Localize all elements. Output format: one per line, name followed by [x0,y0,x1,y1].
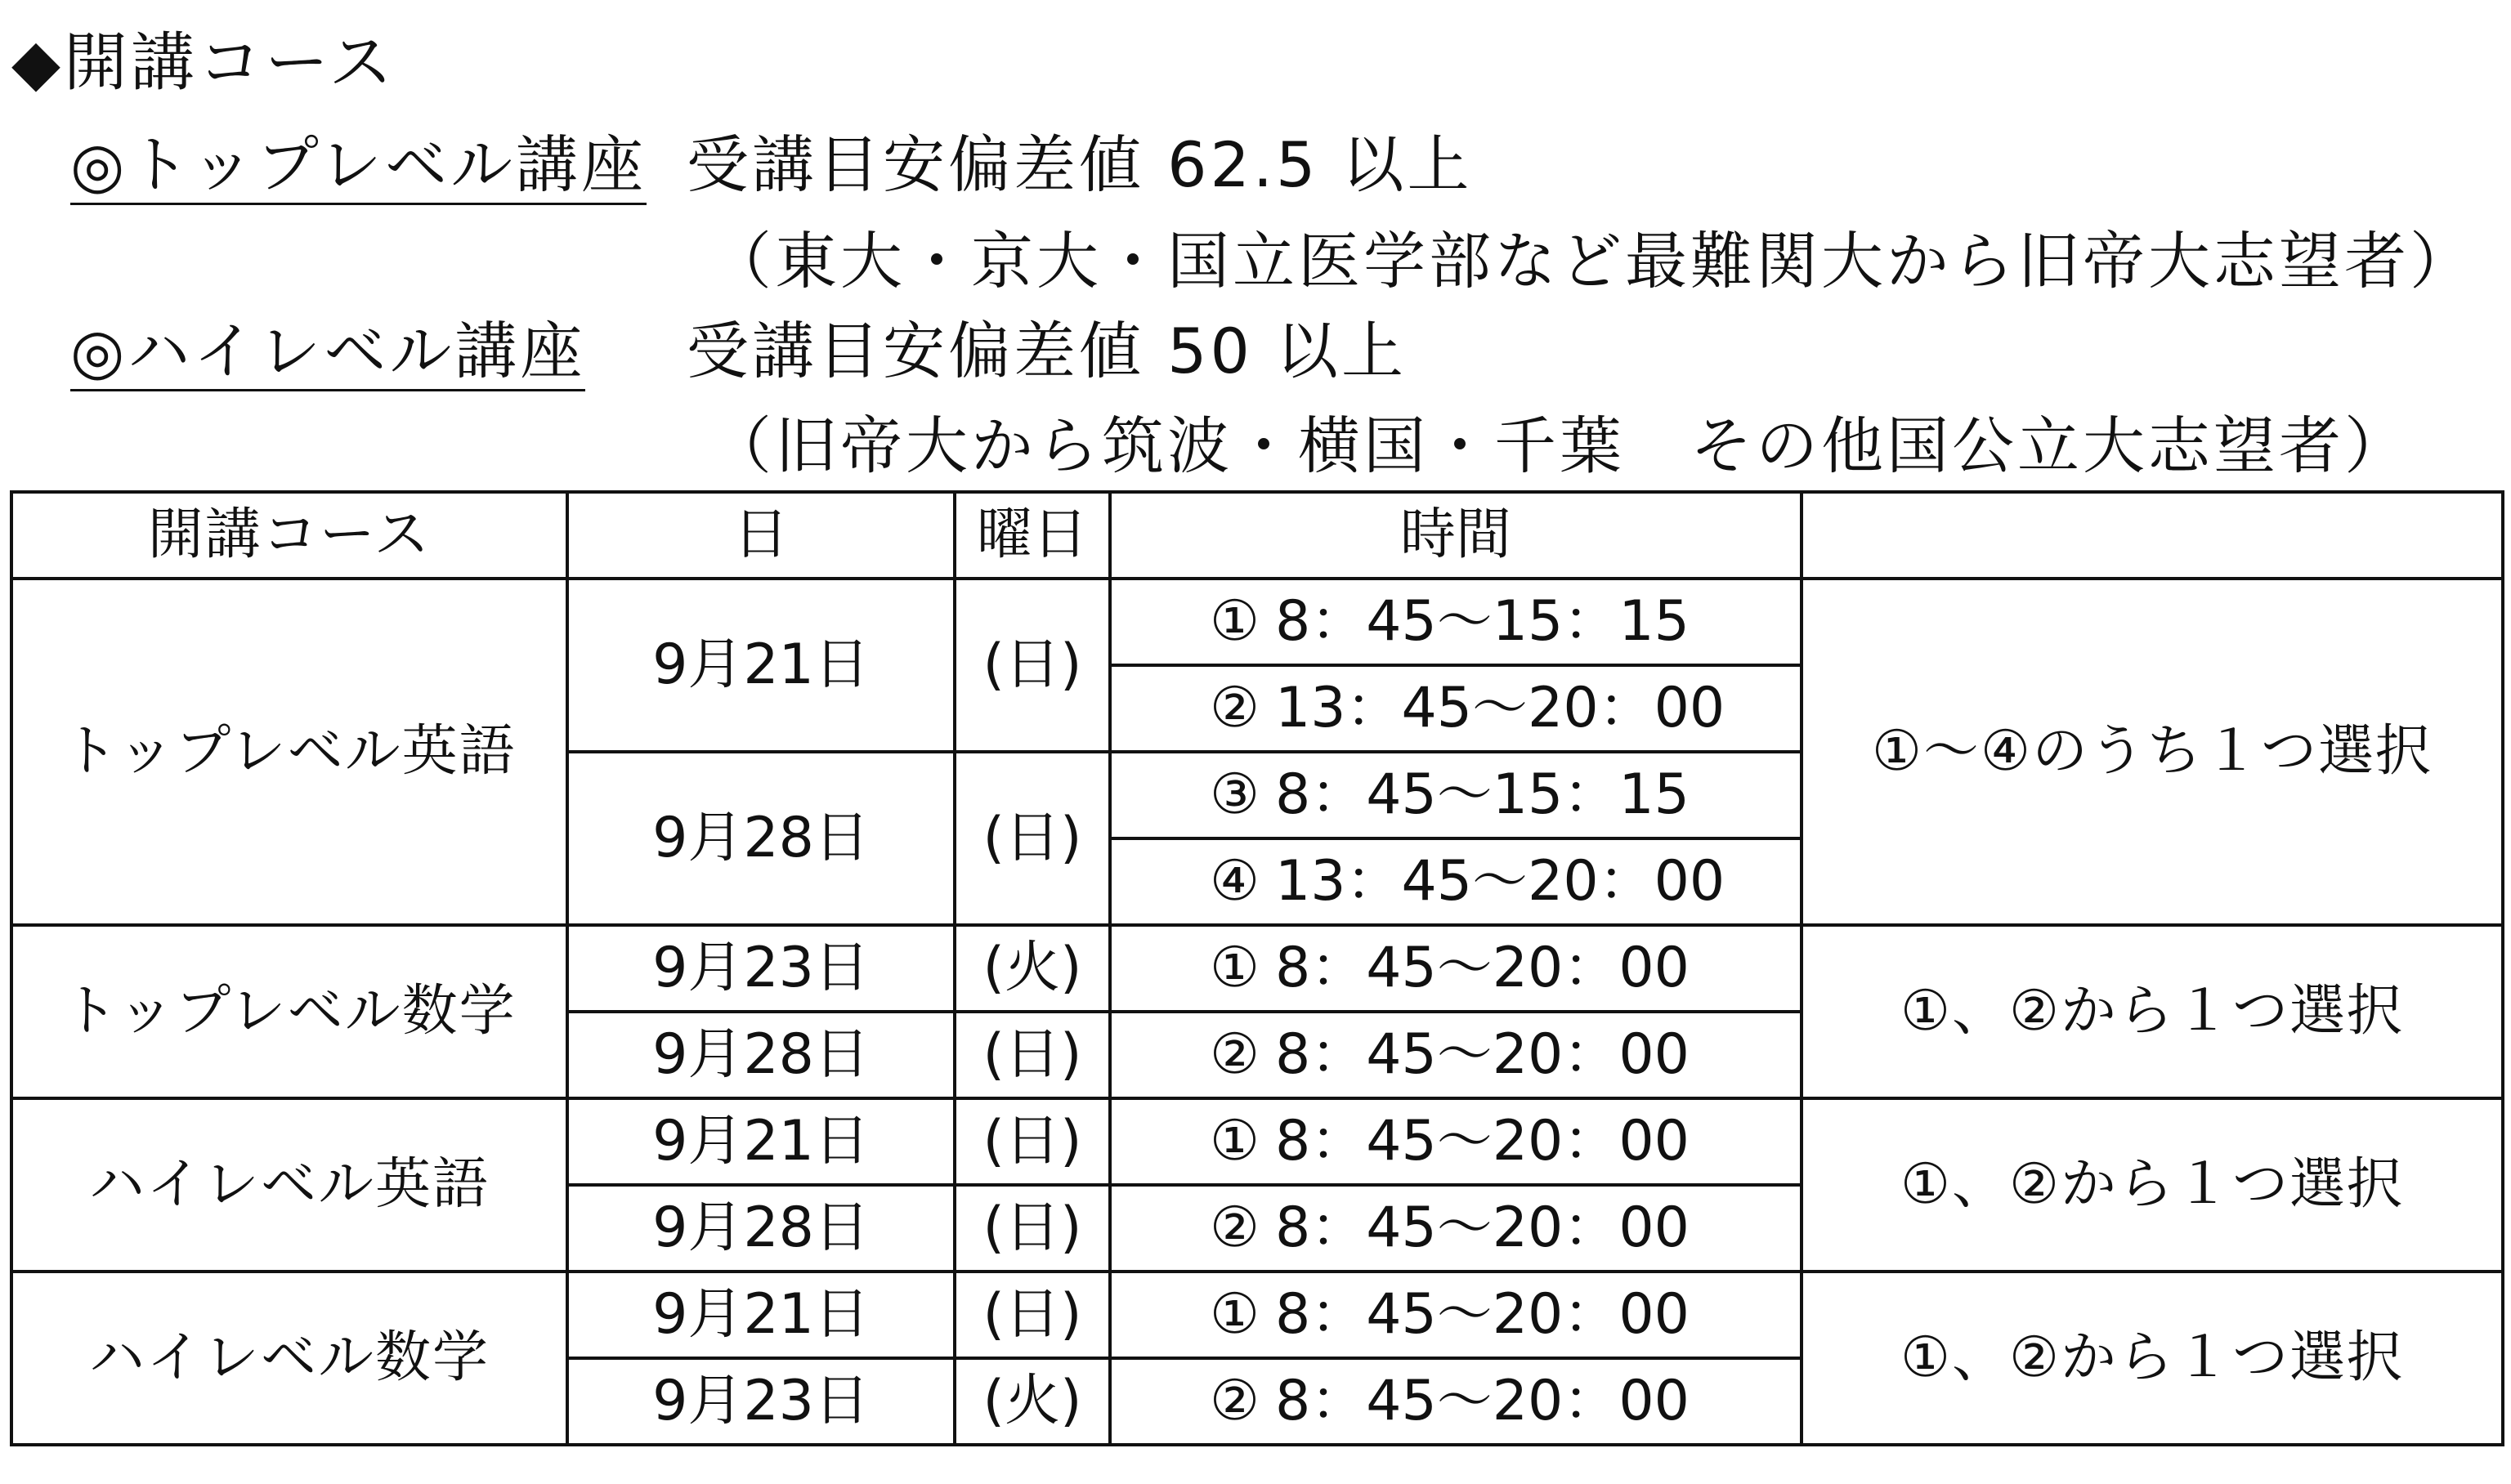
time-cell [1110,1272,1802,1358]
date-cell: 9月28日 [567,1012,955,1098]
slot-time: 8：45～20：00 [1275,1022,1690,1087]
top-level-requirement: 受講目安偏差値 62.5 以上 [687,128,1473,201]
selection-note-cell: ①、②から１つ選択 [1802,1272,2503,1445]
page-heading: ◆開講コース [11,26,396,100]
slot-number: ④ [1210,849,1260,914]
slot-number: ① [1210,589,1260,654]
slot-time: 8：45～15：15 [1275,589,1690,654]
selection-note-cell: ①、②から１つ選択 [1802,925,2503,1098]
weekday-cell: (日) [955,1185,1110,1272]
header-time: 時間 [1110,492,1802,579]
slot-number: ① [1210,1109,1260,1173]
date-cell: 9月21日 [567,579,955,752]
time-slot [1112,936,1800,1000]
course-name-cell: ハイレベル数学 [11,1272,567,1445]
slot-time: 8：45～15：15 [1275,762,1690,827]
time-slot [1112,1282,1800,1347]
selection-note-cell: ①～④のうち１つ選択 [1802,579,2503,925]
time-cell [1110,1012,1802,1098]
table-body [11,579,2503,1445]
weekday-cell: (日) [955,579,1110,752]
time-cell [1110,925,1802,1012]
top-level-course-name [70,128,647,205]
time-slot [1112,1109,1800,1173]
high-level-course-label: ◎ハイレベル講座 [70,320,585,391]
top-level-course-label: ◎トップレベル講座 [70,134,647,205]
date-cell: 9月21日 [567,1272,955,1358]
weekday-cell: (日) [955,1012,1110,1098]
course-schedule-table [10,490,2504,1446]
slot-time: 8：45～20：00 [1275,1109,1690,1173]
slot-number: ② [1210,676,1260,740]
time-cell [1110,752,1802,838]
date-cell: 9月28日 [567,752,955,925]
slot-time: 8：45～20：00 [1275,1369,1690,1433]
date-cell: 9月23日 [567,1358,955,1445]
header-selection [1802,492,2503,579]
table-row [11,925,2503,1012]
high-level-course-name [70,315,586,391]
header-date: 日 [567,492,955,579]
slot-number: ② [1210,1022,1260,1087]
course-name-cell: トップレベル英語 [11,579,567,925]
weekday-cell: (日) [955,1098,1110,1185]
weekday-cell: (日) [955,1272,1110,1358]
time-cell [1110,1358,1802,1445]
slot-time: 13：45～20：00 [1275,849,1725,914]
header-course: 開講コース [11,492,567,579]
slot-time: 8：45～20：00 [1275,1282,1690,1347]
date-cell: 9月28日 [567,1185,955,1272]
weekday-cell: (日) [955,752,1110,925]
table-row [11,1272,2503,1358]
slot-time: 13：45～20：00 [1275,676,1725,740]
time-cell [1110,838,1802,925]
time-cell [1110,1185,1802,1272]
selection-note-cell: ①、②から１つ選択 [1802,1098,2503,1272]
slot-number: ② [1210,1369,1260,1433]
high-level-requirement: 受講目安偏差値 50 以上 [687,315,1408,387]
time-slot [1112,762,1800,827]
table-row [11,1098,2503,1185]
time-cell [1110,1098,1802,1185]
slot-number: ② [1210,1196,1260,1260]
top-level-note: （東大・京大・国立医学部など最難関大から旧帝大志望者） [709,225,2475,297]
slot-number: ① [1210,1282,1260,1347]
header-weekday: 曜日 [955,492,1110,579]
high-level-note: （旧帝大から筑波・横国・千葉 その他国公立大志望者） [709,409,2410,482]
course-name-cell: トップレベル数学 [11,925,567,1098]
table-header-row [11,492,2503,579]
course-name-cell: ハイレベル英語 [11,1098,567,1272]
table-row [11,579,2503,665]
time-slot [1112,1022,1800,1087]
slot-number: ③ [1210,762,1260,827]
time-slot [1112,589,1800,654]
time-slot [1112,1369,1800,1433]
weekday-cell: (火) [955,1358,1110,1445]
time-cell [1110,665,1802,752]
time-cell [1110,579,1802,665]
time-slot [1112,676,1800,740]
time-slot [1112,849,1800,914]
date-cell: 9月23日 [567,925,955,1012]
weekday-cell: (火) [955,925,1110,1012]
slot-time: 8：45～20：00 [1275,1196,1690,1260]
slot-number: ① [1210,936,1260,1000]
date-cell: 9月21日 [567,1098,955,1185]
time-slot [1112,1196,1800,1260]
slot-time: 8：45～20：00 [1275,936,1690,1000]
